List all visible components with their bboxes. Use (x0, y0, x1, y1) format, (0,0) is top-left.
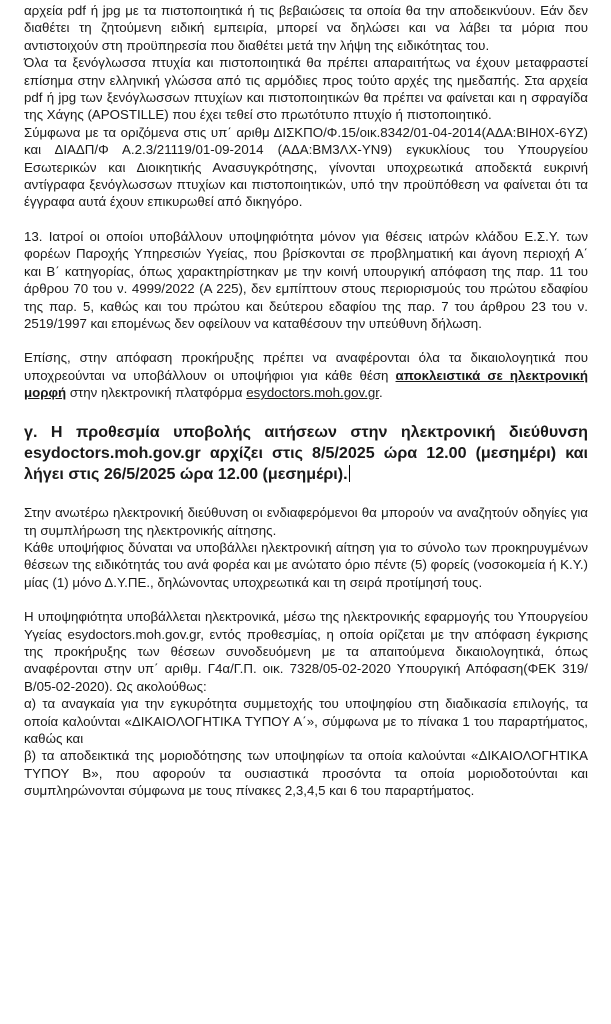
spacer (24, 402, 588, 422)
paragraph-electronic-documents (24, 349, 588, 401)
also-mid-text: στην ηλεκτρονική πλατφόρμα (66, 385, 247, 401)
paragraph-max-five-bodies: Κάθε υποψήφιος δύναται να υποβάλλει ηλεκτρονική αίτηση για το σύνολο των προκηρυγμένων θέσεων της ειδικότητάς του ανά φορέα και με ανώτατο όριο πέντε (5) φορείς (νοσοκομεία ή Κ.Υ.) μίας (1) μόνο Δ.Υ.ΠΕ., δηλώνοντας υποχρεωτικά και τη σειρά προτίμησή τους. (24, 539, 588, 590)
document-page (24, 2, 588, 800)
paragraph-type-b-documents: β) τα αποδεικτικά της μοριοδότησης των υποψηφίων τα οποία καλούνται «ΔΙΚΑΙΟΛΟΓΗΤΙΚΑ ΤΥΠΟΥ Β», που αφορούν τα ουσιαστικά προσόντα τα οποία μοριοδοτούνται και συμπληρώνονται σύμφωνα με τους πίνακες 2,3,4,5 και 6 του παραρτήματος. (24, 748, 588, 799)
deadline-heading-text: γ. Η προθεσμία υποβολής αιτήσεων στην ηλεκτρονική διεύθυνση esydoctors.moh.gov.gr αρχίζει στις 8/5/2025 ώρα 12.00 (μεσημέρι) και λήγει στις 26/5/2025 ώρα 12.00 (μεσημέρι). (24, 422, 588, 483)
paragraph-foreign-degrees: Όλα τα ξενόγλωσσα πτυχία και πιστοποιητικά θα πρέπει απαραιτήτως να έχουν μεταφραστεί επίσημα στην ελληνική γλώσσα από τις αρμόδιες προς τούτο αρχές της ημεδαπής. Στα αρχεία pdf ή jpg των ξενόγλωσσων πτυχίων και πιστοποιητικών θα πρέπει να φαίνεται και η σφραγίδα της Χάγης (APOSTILLE) που έχει τεθεί στο πρωτότυπο πτυχίο ή πιστοποιητικό. (24, 55, 588, 123)
spacer (24, 332, 588, 349)
spacer (24, 485, 588, 504)
paragraph-item-13: 13. Ιατροί οι οποίοι υποβάλλουν υποψηφιότητα μόνον για θέσεις ιατρών κλάδου Ε.Σ.Υ. των φορέων Παροχής Υπηρεσιών Υγείας, που βρίσκονται σε προβληματική και άγονη περιοχή Α΄ και Β΄ κατηγορίας, όπως χαρακτηρίστηκαν με την κοινή υπουργική απόφαση της παρ. 11 του άρθρου 70 του ν. 4999/2022 (Α 225), δεν εμπίπτουν στους περιορισμούς του πρώτου εδαφίου της παρ. 5, καθώς και του πρώτου και δεύτερου εδαφίου της παρ. 7 του άρθρου 23 του ν. 2519/1997 και επομένως δεν οφείλουν να καταθέσουν την υπεύθυνη δήλωση. (24, 228, 588, 331)
spacer (24, 591, 588, 608)
spacer (24, 211, 588, 228)
paragraph-circulars: Σύμφωνα με τα οριζόμενα στις υπ΄ αριθμ ΔΙΣΚΠΟ/Φ.15/οικ.8342/01-04-2014(ΑΔΑ:ΒΙΗ0Χ-6ΥΖ) και ΔΙΑΔΠ/Φ Α.2.3/21119/01-09-2014 (ΑΔΑ:ΒΜ3ΛΧ-ΥΝ9) εγκυκλίους του Υπουργείου Εσωτερικών και Διοικητικής Ανασυγκρότησης, γίνονται υποχρεωτικά αποδεκτά ευκρινή αντίγραφα ξενόγλωσσων πτυχίων και πιστοποιητικών, υπό την προϋπόθεση να φαίνεται ότι τα έγγραφα αυτά έχουν επικυρωθεί από δικηγόρο. (24, 124, 588, 210)
platform-link[interactable]: esydoctors.moh.gov.gr (246, 385, 379, 401)
electronic-only-emphasis: αποκλειστικά σε ηλεκτρονική μορφή (24, 367, 588, 401)
text-cursor (349, 465, 350, 482)
also-end-text: . (378, 385, 383, 401)
section-heading-deadline (24, 422, 588, 486)
paragraph-instructions: Στην ανωτέρω ηλεκτρονική διεύθυνση οι ενδιαφερόμενοι θα μπορούν να αναζητούν οδηγίες για τη συμπλήρωση της ηλεκτρονικής αίτησης. (24, 505, 588, 538)
also-lead-text: Επίσης, στην απόφαση προκήρυξης πρέπει να αναφέρονται όλα τα δικαιολογητικά που υποχρεούνται να υποβάλλουν οι υποψήφιοι για κάθε θέση (24, 350, 588, 383)
paragraph-type-a-documents: α) τα αναγκαία για την εγκυρότητα συμμετοχής του υποψηφίου στη διαδικασία επιλογής, τα οποία καλούνται «ΔΙΚΑΙΟΛΟΓΗΤΙΚΑ ΤΥΠΟΥ Α΄», σύμφωνα με το πίνακα 1 του παραρτήματος, καθώς και (24, 696, 588, 747)
paragraph-submission: Η υποψηφιότητα υποβάλλεται ηλεκτρονικά, μέσω της ηλεκτρονικής εφαρμογής του Υπουργείου Υγείας esydoctors.moh.gov.gr, εντός προθεσμίας, η οποία ορίζεται με την απόφαση έγκρισης της προκήρυξης των θέσεων συνοδευόμενη με τα απαιτούμενα δικαιολογητικά, όπως αναφέρονται στην υπ΄ αριθμ. Γ4α/Γ.Π. οικ. 7328/05-02-2020 Υπουργική Απόφαση(ΦΕΚ 319/Β/05-02-2020). Ως ακολούθως: (24, 609, 588, 694)
paragraph-specialty-experience: αρχεία pdf ή jpg με τα πιστοποιητικά ή τις βεβαιώσεις τα οποία θα την αποδεικνύουν. Εάν δεν διαθέτει τη ζητούμενη ειδική εμπειρία, μπορεί να δηλώσει και να λάβει τα μόρια που αντιστοιχούν στη προϋπηρεσία που διαθέτει μετά την λήψη της ειδικότητας του. (24, 3, 588, 53)
